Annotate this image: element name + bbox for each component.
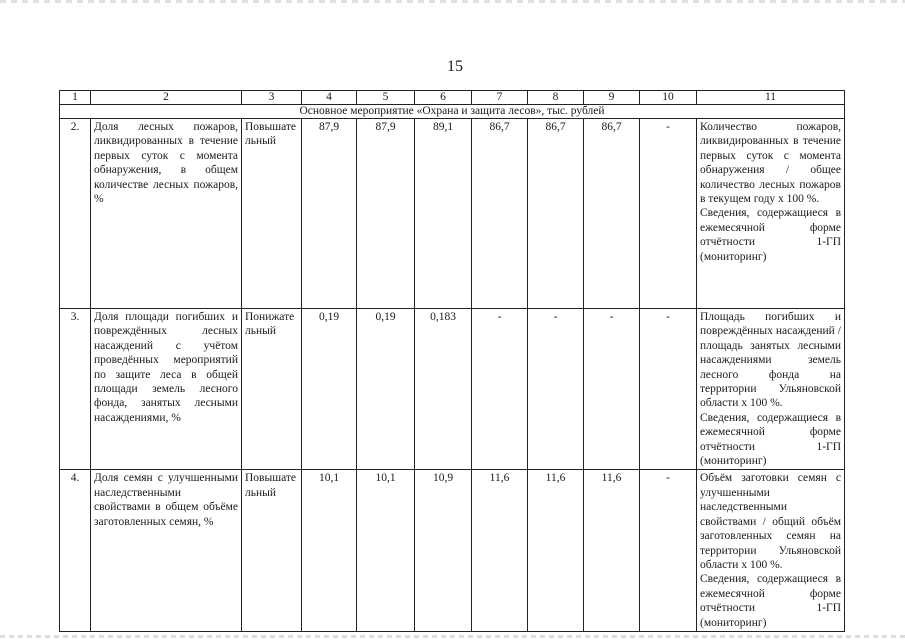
row-number: 2. xyxy=(60,119,91,309)
value-cell: 11,6 xyxy=(584,470,640,631)
scan-edge-bottom xyxy=(0,635,905,638)
table-row xyxy=(60,309,845,470)
value-cell: - xyxy=(472,309,528,470)
column-header: 10 xyxy=(640,91,697,105)
scan-edge-top xyxy=(0,0,905,3)
table-row xyxy=(60,470,845,631)
value-cell: - xyxy=(640,119,697,309)
column-number-row xyxy=(60,91,845,105)
indicator-name: Доля площади погибших и повреждённых лесных насаждений с учётом проведённых мероприятий по защите леса в общей площади земель лесного фонда, занятых лесными насаждениями, % xyxy=(91,309,242,470)
column-header: 2 xyxy=(91,91,242,105)
column-header: 7 xyxy=(472,91,528,105)
section-row xyxy=(60,105,845,119)
value-cell: 0,19 xyxy=(357,309,415,470)
indicator-trend: Повышательный xyxy=(242,119,302,309)
value-cell: 10,9 xyxy=(415,470,472,631)
value-cell: 87,9 xyxy=(302,119,357,309)
value-cell: 0,19 xyxy=(302,309,357,470)
column-header: 11 xyxy=(697,91,845,105)
column-header: 1 xyxy=(60,91,91,105)
value-cell: 11,6 xyxy=(528,470,584,631)
data-source: Сведения, содержащиеся в ежемесячной форме отчётности 1-ГП (мониторинг) xyxy=(700,573,841,629)
calculation-method-cell xyxy=(697,309,845,470)
calculation-method-cell xyxy=(697,470,845,631)
value-cell: - xyxy=(584,309,640,470)
value-cell: 86,7 xyxy=(472,119,528,309)
value-cell: - xyxy=(640,470,697,631)
column-header: 4 xyxy=(302,91,357,105)
indicators-table xyxy=(59,90,845,632)
value-cell: 0,183 xyxy=(415,309,472,470)
table-row xyxy=(60,119,845,309)
data-source: Сведения, содержащиеся в ежемесячной форме отчётности 1-ГП (мониторинг) xyxy=(700,207,841,263)
indicator-trend: Понижательный xyxy=(242,309,302,470)
value-cell: 10,1 xyxy=(357,470,415,631)
value-cell: 86,7 xyxy=(584,119,640,309)
value-cell: - xyxy=(528,309,584,470)
indicator-name: Доля лесных пожаров, ликвидированных в течение первых суток с момента обнаружения, в общем количестве лесных пожаров, % xyxy=(91,119,242,309)
section-title: Основное мероприятие «Охрана и защита лесов», тыс. рублей xyxy=(60,105,845,119)
value-cell: 89,1 xyxy=(415,119,472,309)
value-cell: 11,6 xyxy=(472,470,528,631)
calculation-method: Объём заготовки семян с улучшенными наследственными свойствами / общий объём заготовленных семян на территории Ульяновской области х 100 %. xyxy=(700,472,841,571)
column-header: 8 xyxy=(528,91,584,105)
value-cell: 87,9 xyxy=(357,119,415,309)
column-header: 9 xyxy=(584,91,640,105)
indicator-trend: Повышательный xyxy=(242,470,302,631)
row-number: 3. xyxy=(60,309,91,470)
indicator-name: Доля семян с улучшенными наследственными свойствами в общем объёме заготовленных семян, % xyxy=(91,470,242,631)
value-cell: - xyxy=(640,309,697,470)
calculation-method: Площадь погибших и повреждённых насаждений / площадь занятых лесными насаждениями земель лесного фонда на территории Ульяновской области х 100 %. xyxy=(700,311,841,410)
page-number: 15 xyxy=(447,58,463,75)
column-header: 5 xyxy=(357,91,415,105)
data-source: Сведения, содержащиеся в ежемесячной форме отчётности 1-ГП (мониторинг) xyxy=(700,411,841,468)
value-cell: 10,1 xyxy=(302,470,357,631)
calculation-method: Количество пожаров, ликвидированных в течение первых суток с момента обнаружения / общее количество лесных пожаров в текущем году х 100 %. xyxy=(700,121,841,206)
row-number: 4. xyxy=(60,470,91,631)
column-header: 6 xyxy=(415,91,472,105)
column-header: 3 xyxy=(242,91,302,105)
value-cell: 86,7 xyxy=(528,119,584,309)
calculation-method-cell xyxy=(697,119,845,309)
